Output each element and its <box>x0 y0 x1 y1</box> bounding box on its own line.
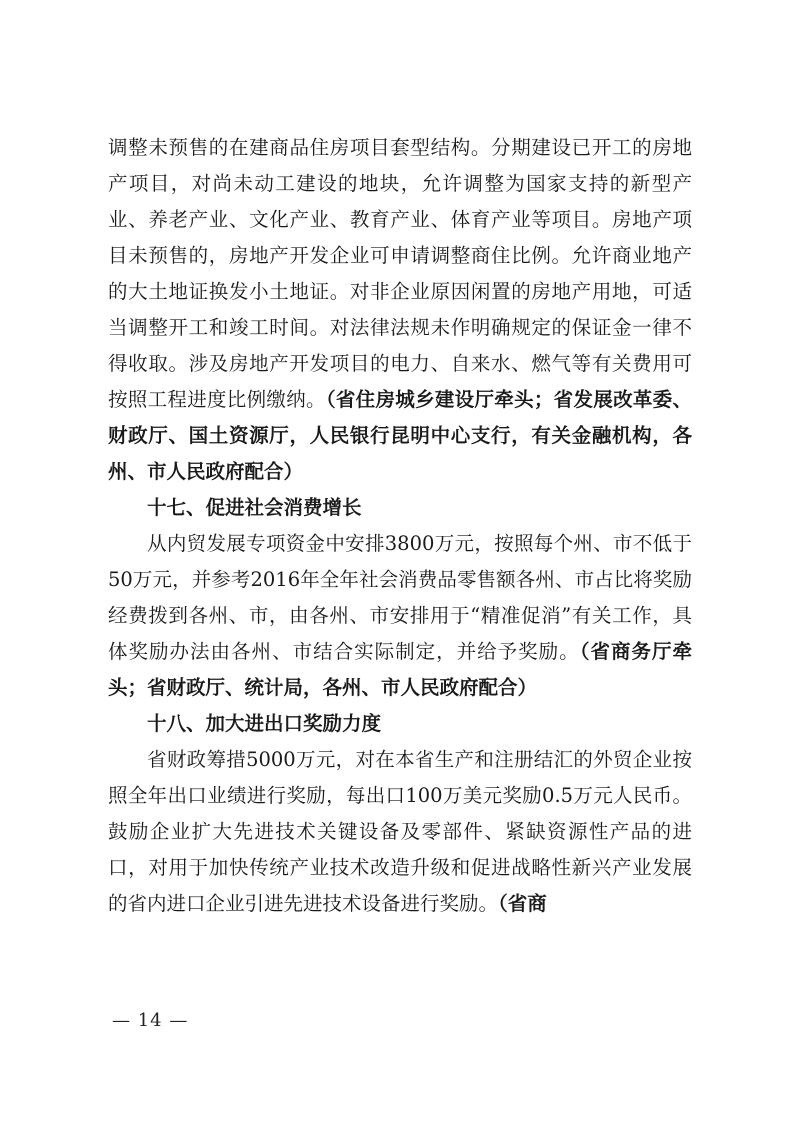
intro-paragraph-body: 调整未预售的在建商品住房项目套型结构。分期建设已开工的房地产项目，对尚未动工建设的地块，允许调整为国家支持的新型产业、养老产业、文化产业、教育产业、体育产业等项目。房地产项目未预售的，房地产开发企业可申请调整商住比例。允许商业地产的大土地证换发小土地证。对非企业原因闲置的房地产用地，可适当调整开工和竣工时间。对法律法规未作明确规定的保证金一律不得收取。涉及房地产开发项目的电力、自来水、燃气等有关费用可按照工程进度比例缴纳。 <box>108 136 692 411</box>
intro-paragraph <box>108 130 692 490</box>
document-body <box>108 130 692 922</box>
intro-paragraph-note: （省住房城乡建设厅牵头；省发展改革委、财政厅、国土资源厅，人民银行昆明中心支行，有关金融机构，各州、市人民政府配合） <box>108 388 692 483</box>
section-18-heading: 十八、加大进出口奖励力度 <box>147 712 382 735</box>
section-18-paragraph <box>108 742 692 922</box>
section-17-body: 从内贸发展专项资金中安排3800万元，按照每个州、市不低于50万元，并参考2016年全年社会消费品零售额各州、市占比将奖励经费拨到各州、市，由各州、市安排用于“精准促消”有关工作，具体奖励办法由各州、市结合实际制定，并给予奖励。 <box>108 532 692 663</box>
section-17-note: （省商务厅牵头；省财政厅、统计局，各州、市人民政府配合） <box>108 640 692 699</box>
page-number: — 14 — <box>112 1010 189 1031</box>
section-17-paragraph <box>108 526 692 706</box>
section-18-body: 省财政筹措5000万元，对在本省生产和注册结汇的外贸企业按照全年出口业绩进行奖励，每出口100万美元奖励0.5万元人民币。鼓励企业扩大先进技术关键设备及零部件、紧缺资源性产品的进口，对用于加快传统产业技术改造升级和促进战略性新兴产业发展的省内进口企业引进先进技术设备进行奖励。 <box>108 748 692 915</box>
section-18-note: （省商 <box>498 892 547 915</box>
section-17-heading: 十七、促进社会消费增长 <box>147 496 362 519</box>
